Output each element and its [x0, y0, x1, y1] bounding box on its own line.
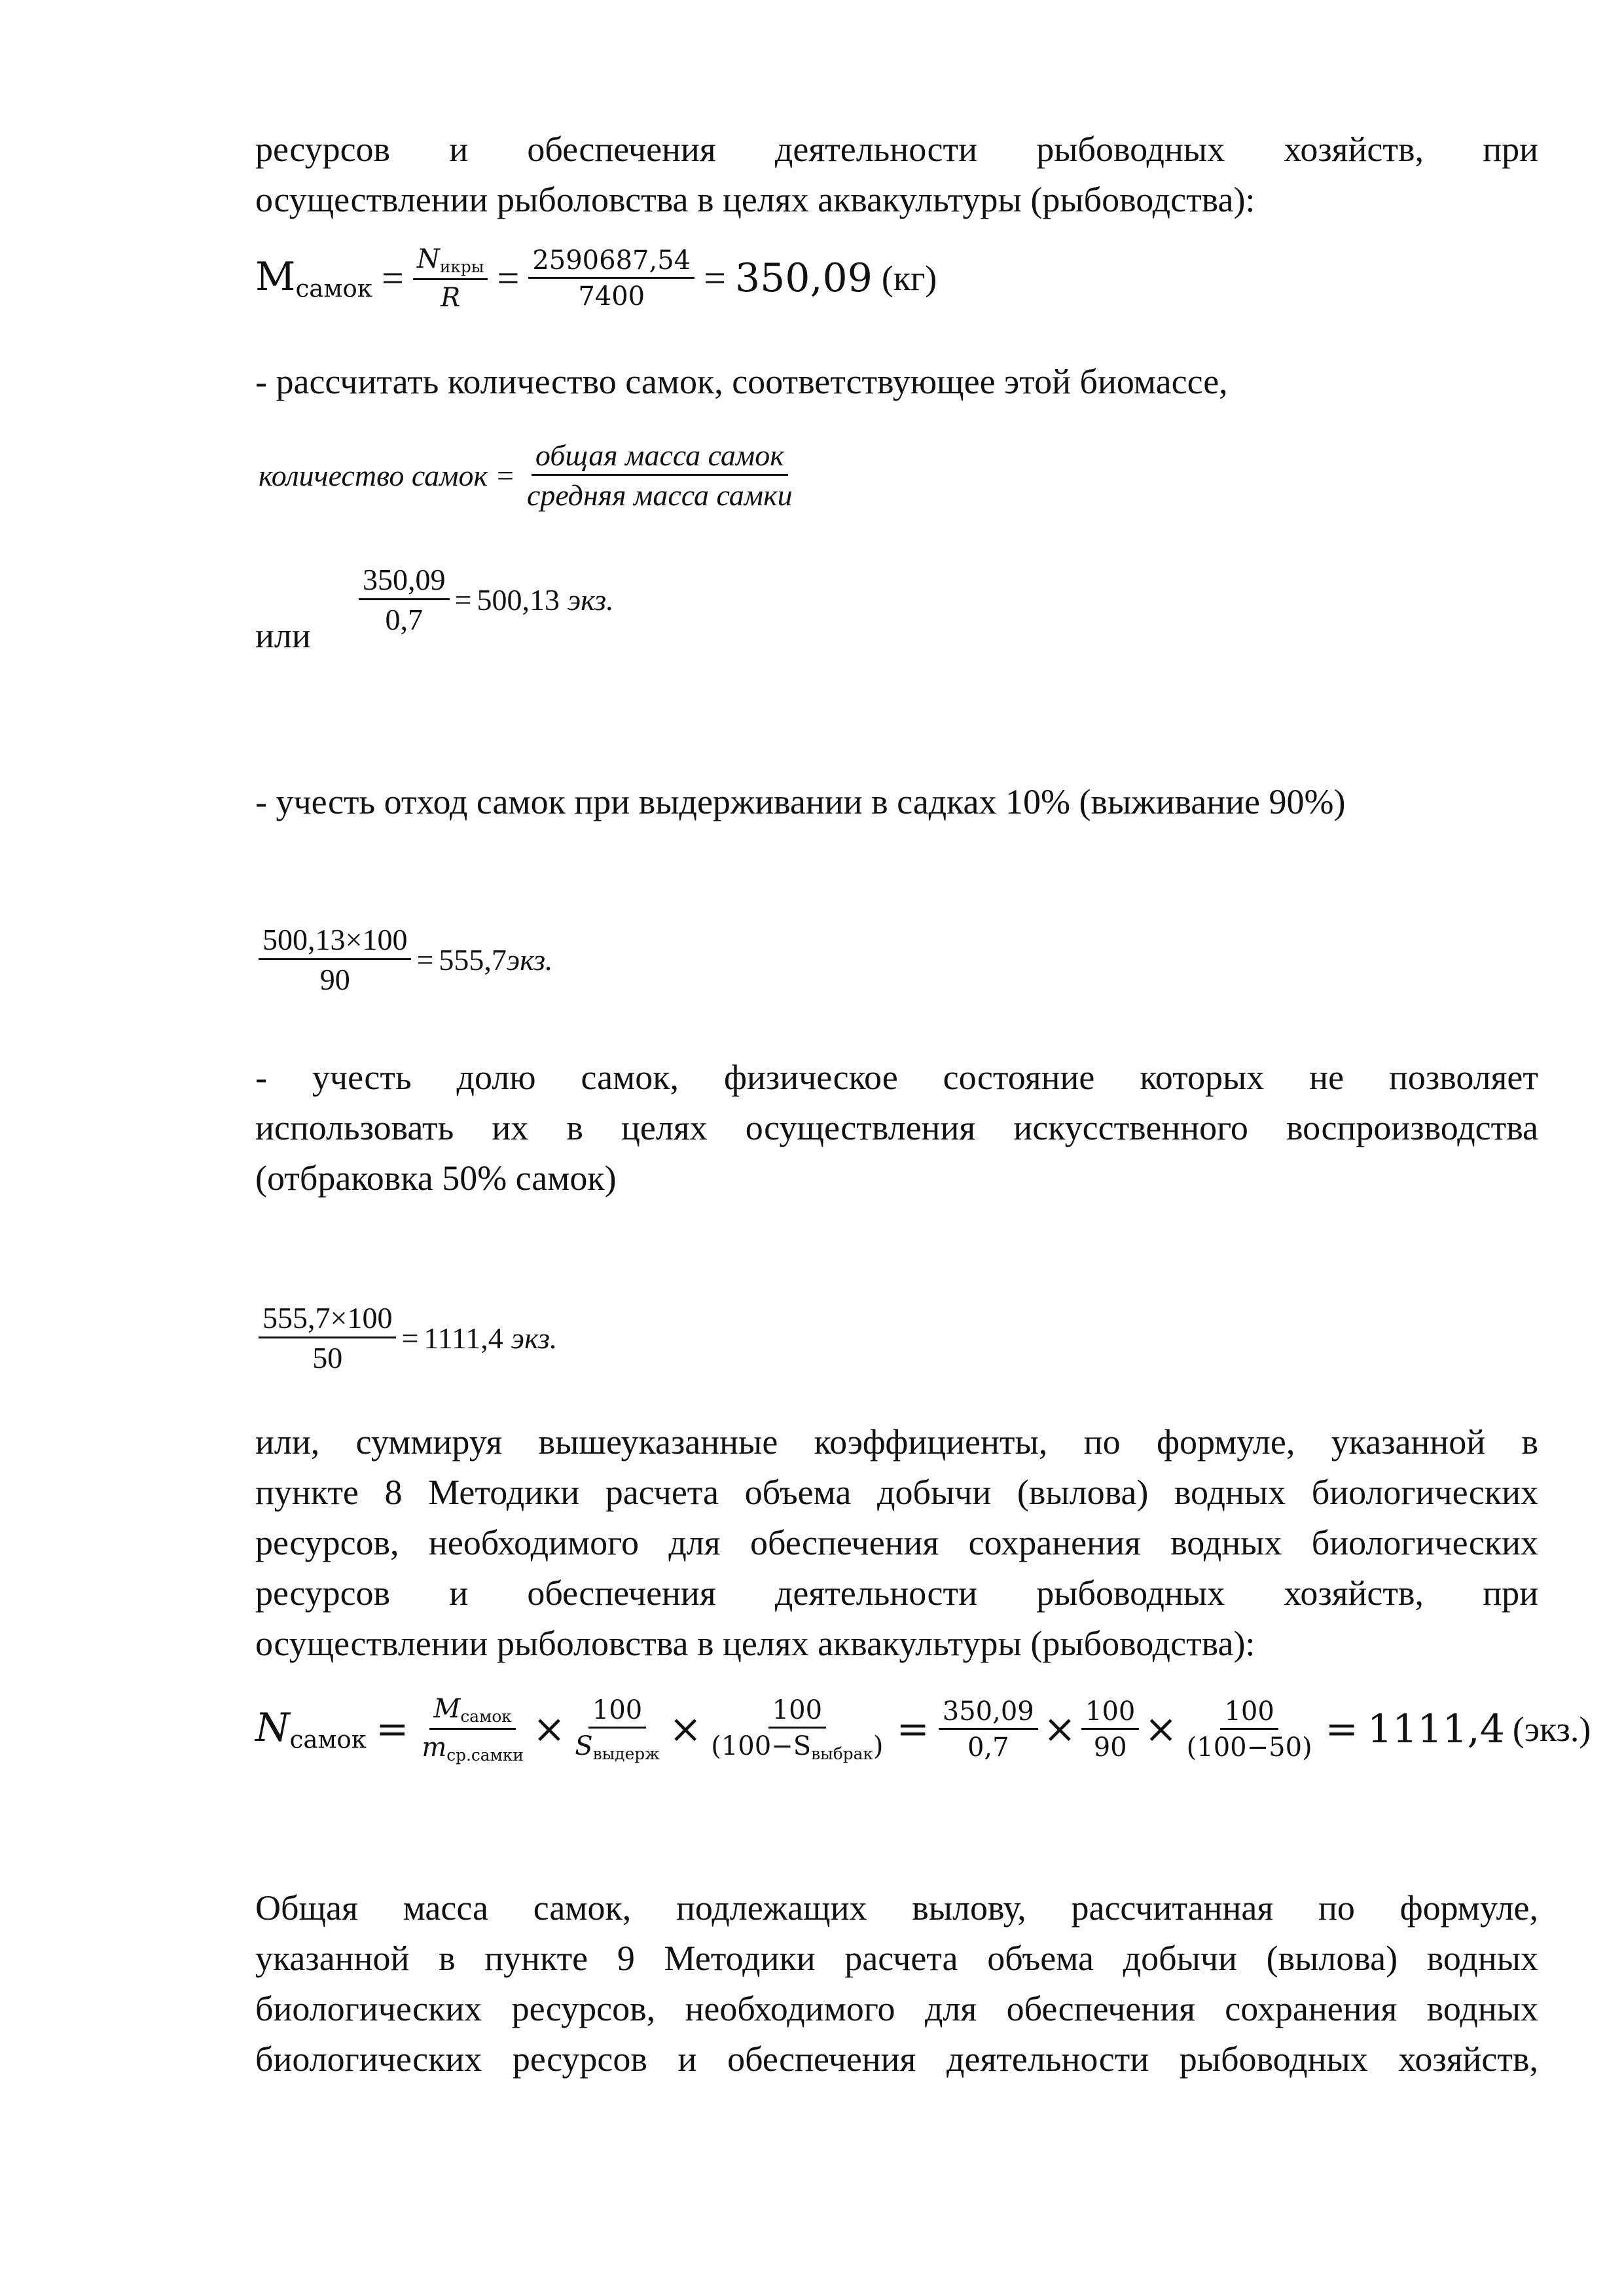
formula-count-fraction: $\frac{\text{общая масса самок}}{\text{средняя масса самки}}$ — [526, 439, 793, 512]
calc-cull: $\frac{555,7\times 100}{50}$ = 1111,4 экз. — [259, 1302, 557, 1374]
calc-survival: $\frac{500,13\times 100}{90}$ = 555,7 экз. — [259, 924, 553, 996]
summary-line2: пункте 8 Методики расчета объема добычи (вылова) водных биологических — [255, 1473, 1538, 1512]
formula-count: количество самок = $\frac{\text{общая масса самок}}{\text{средняя масса самки}}$ — [259, 440, 797, 512]
final-line3: биологических ресурсов, необходимого для обеспечения сохранения водных — [255, 1989, 1538, 2028]
step-count-text: - рассчитать количество самок, соответствующее этой биомассе, — [255, 362, 1228, 401]
formula-total-fraction-2: $\frac{100}{S_{выдерж}}$ — [575, 1695, 660, 1763]
calc-count-unit: экз. — [567, 583, 614, 617]
formula-total-value-1: $\frac{350,09}{0,7}$ — [939, 1698, 1038, 1761]
calc-count-fraction: $\frac{350,09}{0,7}$ — [359, 564, 450, 636]
summary-line4: ресурсов и обеспечения деятельности рыбоводных хозяйств, при — [255, 1573, 1538, 1613]
formula-count-lhs: количество самок — [259, 459, 488, 493]
calc-cull-fraction: $\frac{555,7\times 100}{50}$ — [259, 1302, 396, 1374]
formula-total: $N_{самок}$ = $\frac{M_{самок}}{m_{ср.самки}}$ × $\frac{100}{S_{выдерж}}$ × $\frac{100}{(100-S_{выбрак})}$ = $\frac{350,09}{0,7}$ × $\frac{100}{90}$ × $\frac{100}{(100-50)}$ = 1111,4 (экз.) — [255, 1694, 1591, 1765]
formula-mass: $M_{самок}$ = $\frac{N_{икры}}{R}$ = $\frac{2590687,54}{7400}$ = 350,09 (кг) — [255, 244, 937, 313]
formula-total-result: 1111,4 — [1367, 1706, 1505, 1753]
formula-mass-lhs: $M_{самок}$ — [255, 254, 372, 303]
summary-line5: осуществлении рыболовства в целях аквакультуры (рыбоводства): — [255, 1624, 1255, 1663]
formula-mass-unit: (кг) — [881, 259, 937, 298]
calc-count-prefix: или — [255, 616, 311, 655]
formula-total-unit: (экз.) — [1512, 1710, 1591, 1749]
calc-count: $\frac{350,09}{0,7}$ = 500,13 экз. — [359, 564, 614, 636]
formula-mass-result: 350,09 — [734, 255, 873, 302]
calc-survival-result: 555,7 — [439, 943, 507, 977]
formula-total-value-3: $\frac{100}{(100-50)}$ — [1186, 1696, 1312, 1763]
formula-mass-numeric-fraction: $\frac{2590687,54}{7400}$ — [528, 247, 695, 310]
formula-total-lhs: $N_{самок}$ — [255, 1705, 367, 1754]
top-paragraph-line1: ресурсов и обеспечения деятельности рыбоводных хозяйств, при — [255, 130, 1538, 169]
step-cull-line1: - учесть долю самок, физическое состояние которых не позволяет — [255, 1058, 1538, 1097]
formula-mass-symbolic-fraction: $\frac{N_{икры}}{R}$ — [413, 245, 488, 312]
formula-total-value-2: $\frac{100}{90}$ — [1081, 1698, 1139, 1761]
step-survival-text: - учесть отход самок при выдерживании в садках 10% (выживание 90%) — [255, 782, 1346, 821]
step-cull-line3: (отбраковка 50% самок) — [255, 1158, 617, 1198]
calc-survival-fraction: $\frac{500,13\times 100}{90}$ — [259, 924, 411, 996]
formula-total-fraction-3: $\frac{100}{(100-S_{выбрак})}$ — [711, 1695, 884, 1763]
calc-cull-unit: экз. — [511, 1321, 558, 1355]
summary-line3: ресурсов, необходимого для обеспечения сохранения водных биологических — [255, 1523, 1538, 1562]
formula-total-fraction-1: $\frac{M_{самок}}{m_{ср.самки}}$ — [422, 1694, 524, 1765]
calc-cull-result: 1111,4 — [424, 1321, 503, 1355]
summary-line1: или, суммируя вышеуказанные коэффициенты, по формуле, указанной в — [255, 1422, 1538, 1462]
final-line4: биологических ресурсов и обеспечения деятельности рыбоводных хозяйств, — [255, 2039, 1538, 2079]
final-line1: Общая масса самок, подлежащих вылову, рассчитанная по формуле, — [255, 1888, 1538, 1928]
calc-count-result: 500,13 — [477, 583, 560, 617]
top-paragraph-line2: осуществлении рыболовства в целях аквакультуры (рыбоводства): — [255, 180, 1255, 219]
step-cull-line2: использовать их в целях осуществления искусственного воспроизводства — [255, 1108, 1538, 1147]
calc-survival-unit: экз. — [506, 943, 553, 977]
final-line2: указанной в пункте 9 Методики расчета объема добычи (вылова) водных — [255, 1939, 1538, 1978]
